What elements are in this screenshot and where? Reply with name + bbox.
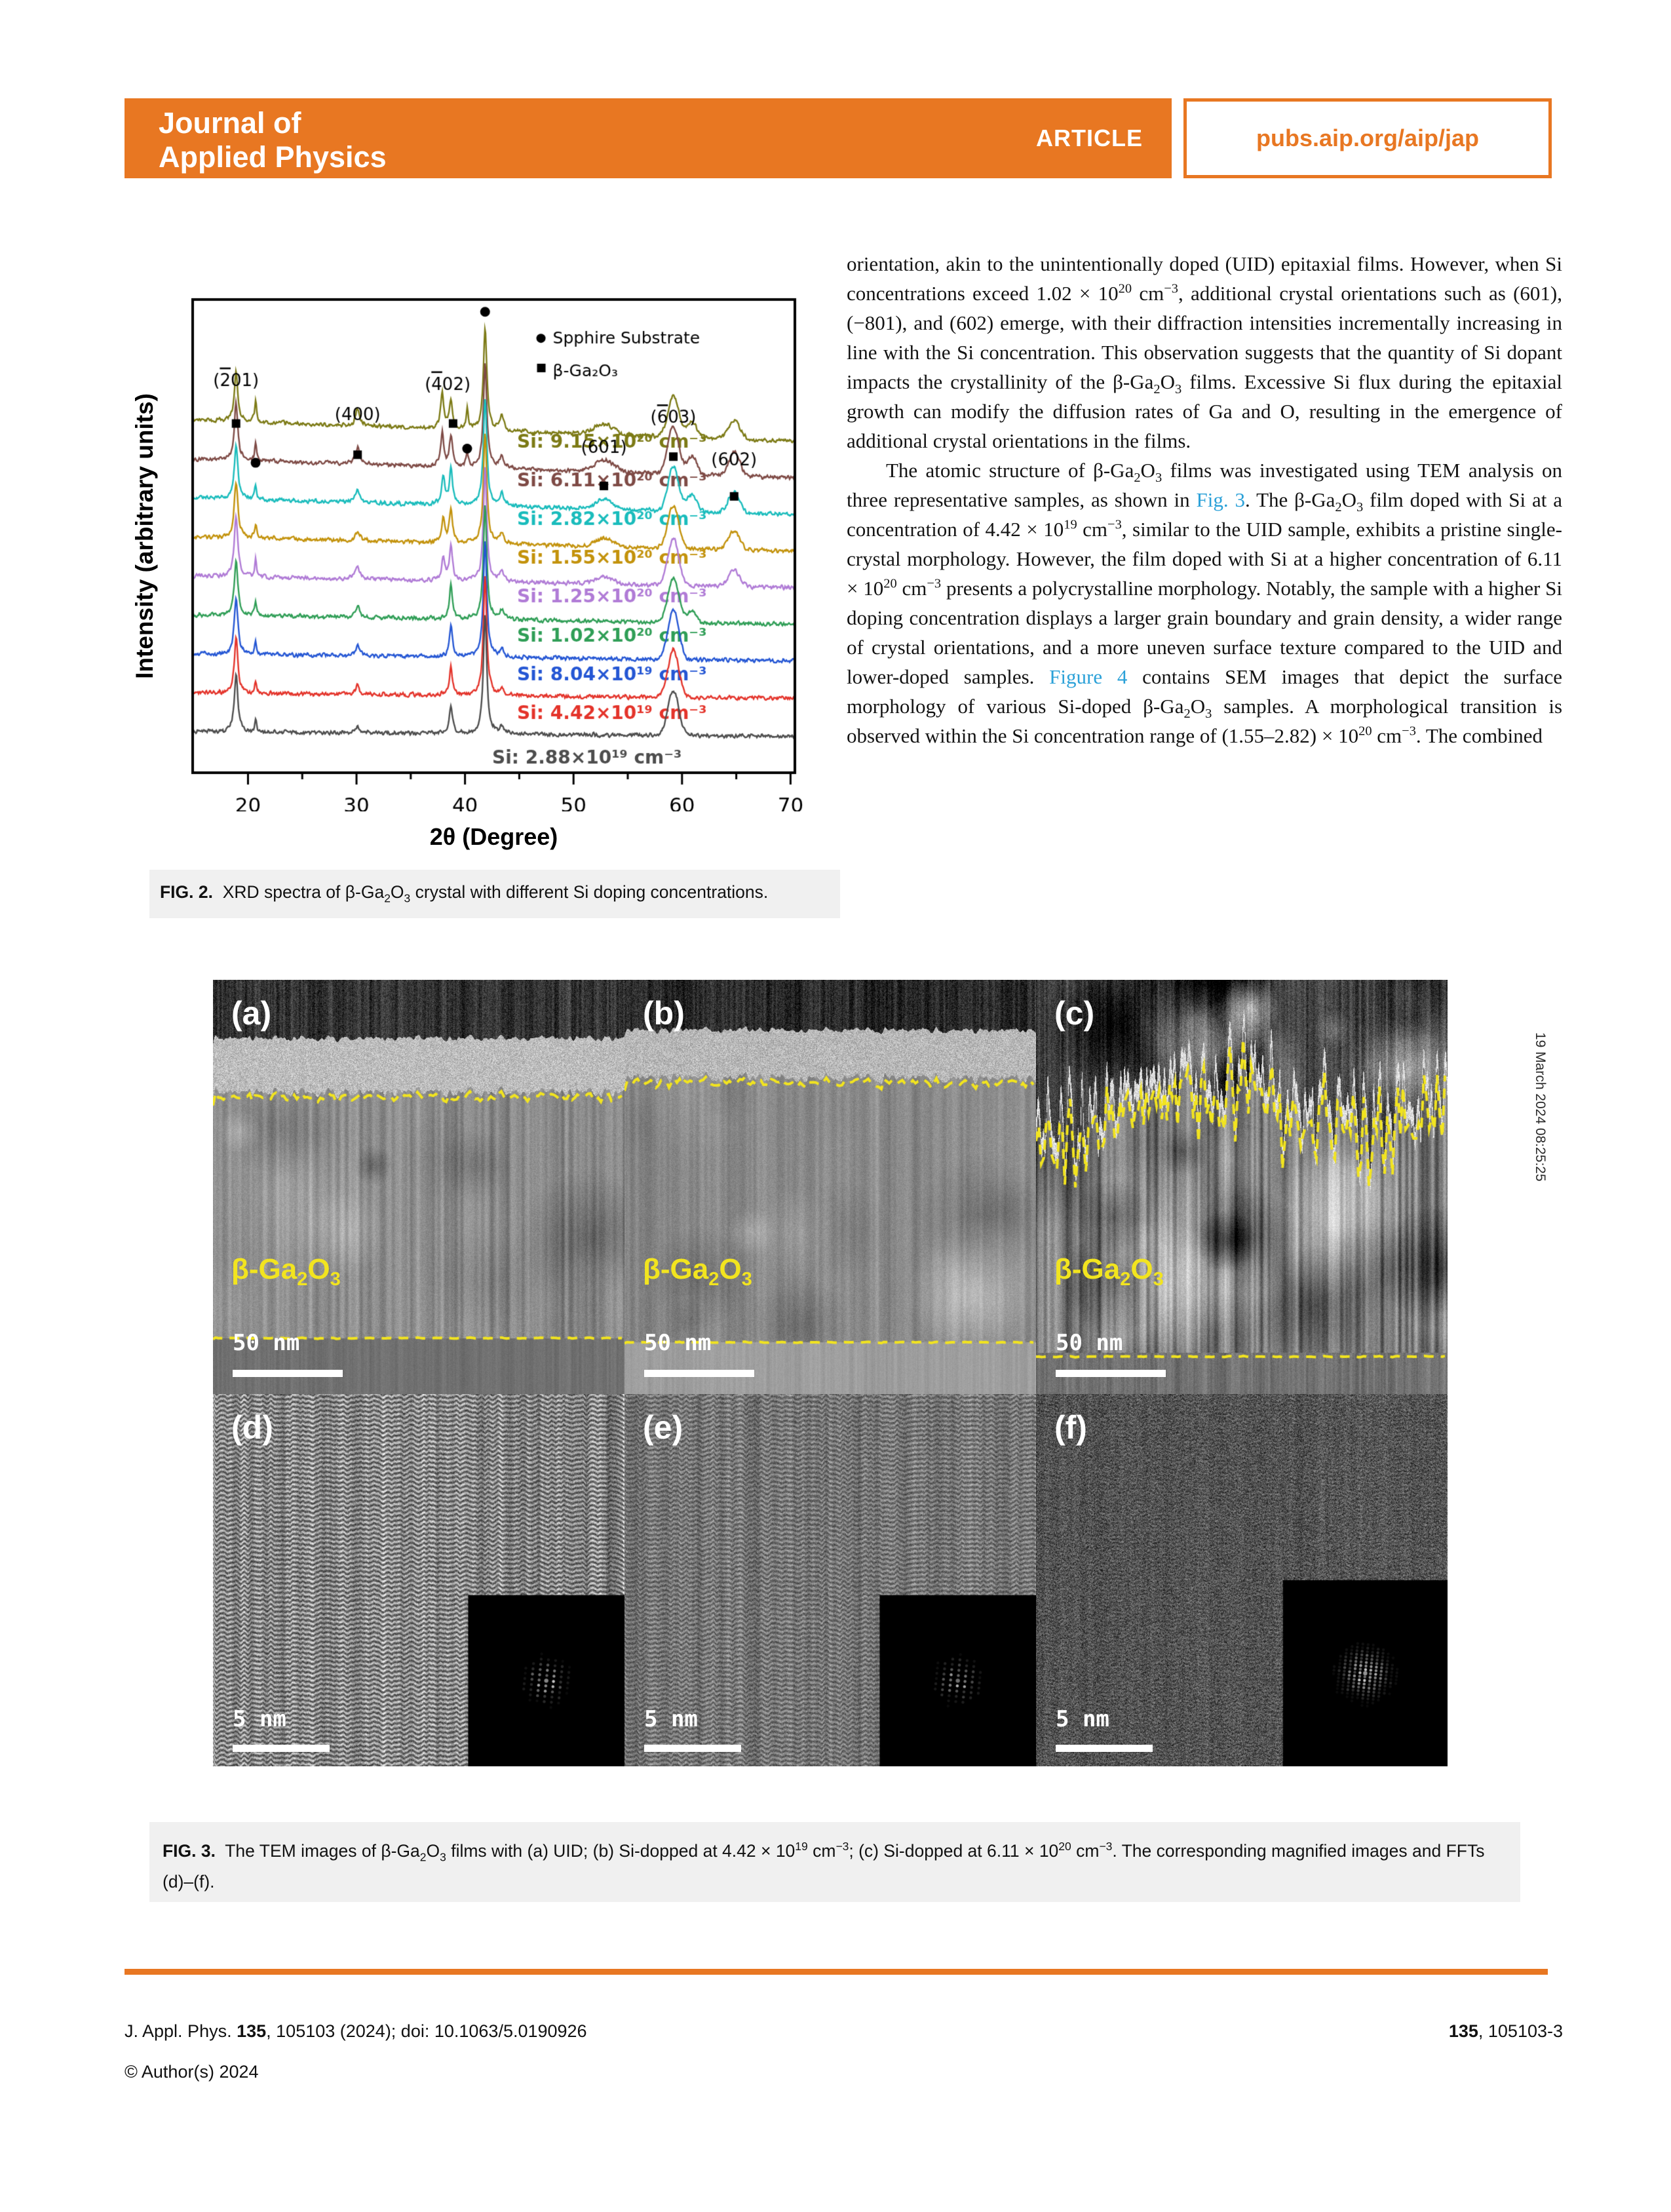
journal-title-line1: Journal of (159, 106, 301, 140)
scalebar-text-d: 5 nm (233, 1706, 286, 1732)
scalebar-text-f: 5 nm (1056, 1706, 1109, 1732)
material-label-a: $\beta-Ga_2O_3$ (231, 1253, 341, 1290)
x-axis-label: 2θ (Degree) (429, 823, 558, 850)
download-timestamp: 19 March 2024 08:25:25 (1533, 1032, 1548, 1182)
journal-title-line2: Applied Physics (159, 140, 387, 174)
scalebar-f (1056, 1745, 1153, 1752)
material-label-b: $\beta-Ga_2O_3$ (643, 1253, 752, 1290)
scalebar-e (644, 1745, 741, 1752)
fig2-caption-text: FIG. 2. XRD spectra of $\beta-Ga_2O_3$ crystal with different Si doping concentrations. (160, 882, 769, 905)
fig3-tem-montage (213, 980, 1448, 1766)
panel-label-b: (b) (643, 995, 685, 1032)
body-text-column (847, 249, 1562, 750)
fig3-link[interactable]: Fig. 3 (1196, 488, 1246, 511)
scalebar-text-a: 50 nm (233, 1330, 300, 1356)
y-axis-label-wrap (128, 300, 162, 773)
fig3-caption (149, 1822, 1520, 1902)
scalebar-text-e: 5 nm (644, 1706, 698, 1732)
panel-label-e: (e) (643, 1409, 683, 1446)
journal-url-box[interactable] (1183, 98, 1552, 178)
scalebar-c (1056, 1370, 1166, 1377)
material-label-c: $\beta-Ga_2O_3$ (1054, 1253, 1164, 1290)
panel-label-d: (d) (231, 1409, 273, 1446)
tem-panel-c (1036, 980, 1448, 1394)
fig2-caption (149, 870, 840, 918)
tem-panel-a (213, 980, 624, 1394)
scalebar-a (233, 1370, 343, 1377)
xrd-plot-canvas (164, 261, 845, 811)
paragraph-2: The atomic structure of $\beta-Ga_2O_3$ films was investigated using TEM analysis on three representative samples, as shown in Fig. 3. The $\beta-Ga_2O_3$ film doped with Si at a concentration of $4.42 \times 10^{19}$ $cm^{-3}$, similar to the UID sample, exhibits a pristine single-crystal morphology. However, the film doped with Si at a higher concentration of $6.11 \times 10^{20}$ $cm^{-3}$ presents a polycrystalline morphology. Notably, the sample with a higher Si doping concentration displays a larger grain boundary and grain density, a wider range of crystal orientations, and a more uneven surface texture compared to the UID and lower-doped samples. Figure 4 contains SEM images that depict the surface morphology of various Si-doped $\beta-Ga_2O_3$ samples. A morphological transition is observed within the Si concentration range of $(1.55-2.82) \times 10^{20}$ $cm^{-3}$. The combined (847, 459, 1563, 747)
tem-panel-e (624, 1394, 1036, 1766)
journal-title (159, 106, 387, 174)
panel-label-f: (f) (1054, 1409, 1087, 1446)
paragraph-1: orientation, akin to the unintentionally doped (UID) epitaxial films. However, when Si concentrations exceed $1.02 \times 10^{20}$ $cm^{-3}$, additional crystal orientations such as (601), (−801), and (602) emerge, with their diffraction intensities incrementally increasing in line with the Si concentration. This observation suggests that the quantity of Si dopant impacts the crystallinity of the $\beta-Ga_2O_3$ films. Excessive Si flux during the epitaxial growth can modify the diffusion rates of Ga and O, resulting in the emergence of additional crystal orientations in the films. (847, 252, 1562, 452)
tem-panel-f (1036, 1394, 1448, 1766)
fig2-xrd-chart (128, 261, 849, 916)
footer-citation: J. Appl. Phys. 135, 105103 (2024); doi: 10.1063/5.0190926 (125, 2021, 587, 2041)
scalebar-d (233, 1745, 330, 1752)
panel-label-c: (c) (1054, 995, 1095, 1032)
fig4-link[interactable]: Figure 4 (1049, 665, 1128, 688)
y-axis-label: Intensity (arbitrary units) (131, 393, 158, 679)
panel-label-a: (a) (231, 995, 272, 1032)
masthead-bar (125, 98, 1172, 178)
tem-panel-b (624, 980, 1036, 1394)
article-tag: ARTICLE (1036, 125, 1143, 151)
tem-panel-d (213, 1394, 624, 1766)
footer-copyright: © Author(s) 2024 (125, 2062, 259, 2082)
footer-page-number: 135, 105103-3 (1448, 2021, 1563, 2041)
fig3-caption-text: FIG. 3. The TEM images of $\beta-Ga_2O_3$ films with (a) UID; (b) Si-dopped at $4.42 \times 10^{19}$ $cm^{-3}$; (c) Si-dopped at $6.11 \times 10^{20}$ $cm^{-3}$. The corresponding magnified images and FFTs (d)–(f). (163, 1840, 1485, 1892)
journal-url[interactable]: pubs.aip.org/aip/jap (1256, 125, 1480, 151)
scalebar-text-c: 50 nm (1056, 1330, 1123, 1356)
footer-rule (125, 1969, 1548, 1975)
scalebar-b (644, 1370, 754, 1377)
scalebar-text-b: 50 nm (644, 1330, 712, 1356)
